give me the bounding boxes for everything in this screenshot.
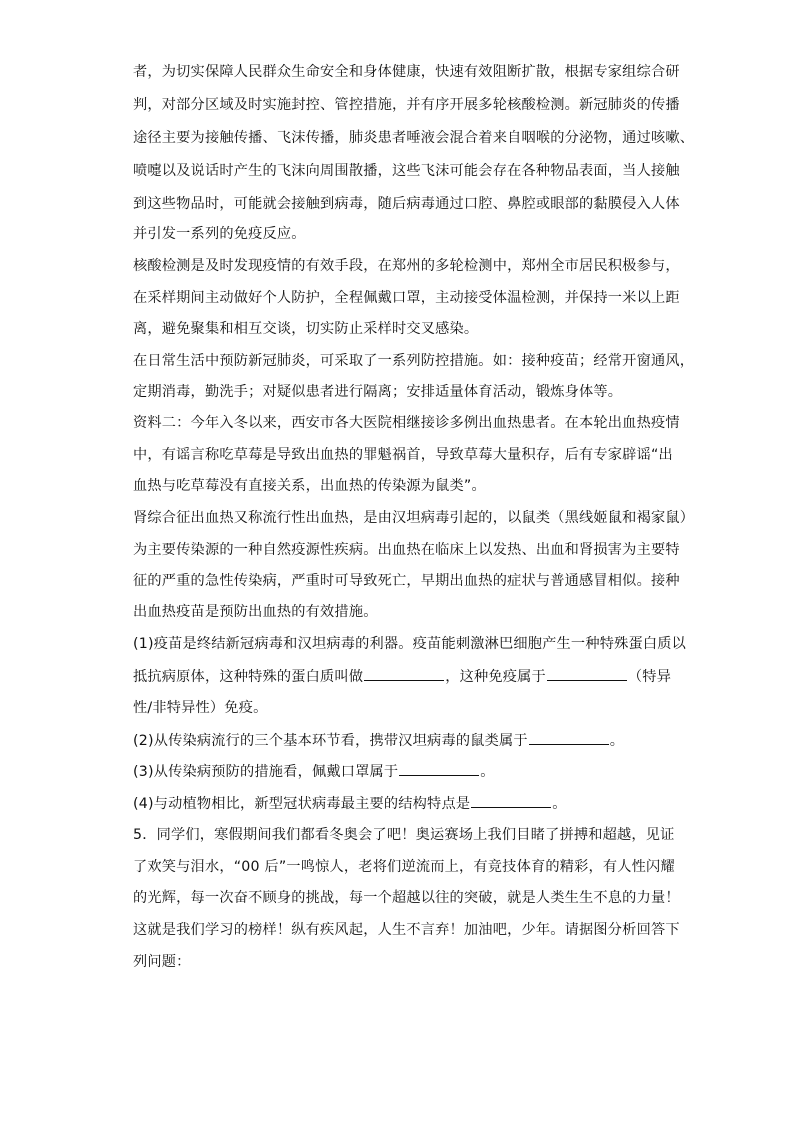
question-1-text-a: 抵抗病原体，这种特殊的蛋白质叫做 [133, 669, 364, 685]
text-line: 判，对部分区域及时实施封控、管控措施，并有序开展多轮核酸检测。新冠肺炎的传播 [133, 97, 680, 113]
text-line: 并引发一系列的免疫反应。 [133, 226, 306, 242]
text-line: 征的严重的急性传染病，严重时可导致死亡，早期出血热的症状与普通感冒相似。接种 [133, 573, 680, 589]
text-line: 定期消毒，勤洗手；对疑似患者进行隔离；安排适量体育活动，锻炼身体等。 [133, 384, 623, 400]
text-line: 出血热疫苗是预防出血热的有效措施。 [133, 604, 378, 620]
answer-blank[interactable] [471, 793, 551, 808]
question-1-stem: (1)疫苗是终结新冠病毒和汉坦病毒的利器。疫苗能刺激淋巴细胞产生一种特殊蛋白质以 [133, 636, 687, 652]
answer-blank[interactable] [547, 666, 627, 681]
question-3 [133, 761, 495, 782]
problem-5-line: 5．同学们，寒假期间我们都看冬奥会了吧！奥运赛场上我们目睹了拼搏和超越，见证 [133, 827, 675, 843]
text-line: 肾综合征出血热又称流行性出血热，是由汉坦病毒引起的，以鼠类（黑线姬鼠和褐家鼠） [133, 510, 695, 526]
text-line: 资料二：今年入冬以来，西安市各大医院相继接诊多例出血热患者。在本轮出血热疫情 [133, 415, 680, 431]
question-3-text: (3)从传染病预防的措施看，佩戴口罩属于 [133, 764, 399, 780]
question-1-line: 性/非特异性）免疫。 [133, 700, 268, 716]
problem-5-line: 了欢笑与泪水，“00 后”一鸣惊人，老将们逆流而上，有竞技体育的精彩，有人性闪耀 [133, 859, 675, 875]
question-4-end: 。 [552, 796, 567, 812]
text-line: 为主要传染源的一种自然疫源性疾病。出血热在临床上以发热、出血和肾损害为主要特 [133, 542, 680, 558]
problem-5-line: 的光辉，每一次奋不顾身的挑战，每一个超越以往的突破，就是人类生生不息的力量！ [133, 890, 680, 906]
question-3-end: 。 [480, 764, 495, 780]
text-line: 到这些物品时，可能就会接触到病毒，随后病毒通过口腔、鼻腔或眼部的黏膜侵入人体 [133, 196, 680, 212]
question-2-text: (2)从传染病流行的三个基本环节看，携带汉坦病毒的鼠类属于 [133, 733, 528, 749]
text-line: 途径主要为接触传播、飞沫传播，肺炎患者唾液会混合着来自咽喉的分泌物，通过咳嗽、 [133, 130, 695, 146]
problem-5-line: 列问题： [133, 954, 191, 970]
question-1-line [133, 666, 671, 687]
text-line: 中，有谣言称吃草莓是导致出血热的罪魁祸首，导致草莓大量积存，后有专家辟谣“出 [133, 447, 673, 463]
text-line: 者，为切实保障人民群众生命安全和身体健康，快速有效阻断扩散，根据专家组综合研 [133, 64, 680, 80]
question-4-text: (4)与动植物相比，新型冠状病毒最主要的结构特点是 [133, 796, 471, 812]
text-line: 喷嚏以及说话时产生的飞沫向周围散播，这些飞沫可能会存在各种物品表面，当人接触 [133, 163, 680, 179]
text-line: 血热与吃草莓没有直接关系，出血热的传染源为鼠类”。 [133, 478, 486, 494]
question-1-text-b: ，这种免疫属于 [445, 669, 546, 685]
text-line: 在日常生活中预防新冠肺炎，可采取了一系列防控措施。如：接种疫苗；经常开窗通风， [133, 353, 695, 369]
answer-blank[interactable] [364, 666, 444, 681]
text-line: 在采样期间主动做好个人防护，全程佩戴口罩，主动接受体温检测，并保持一米以上距 [133, 290, 680, 306]
question-1-text-c: （特异 [627, 669, 672, 685]
answer-blank[interactable] [529, 730, 609, 745]
question-2 [133, 730, 624, 751]
answer-blank[interactable] [399, 761, 479, 776]
text-line: 离，避免聚集和相互交谈，切实防止采样时交叉感染。 [133, 321, 479, 337]
text-line: 核酸检测是及时发现疫情的有效手段，在郑州的多轮检测中，郑州全市居民积极参与， [133, 258, 680, 274]
problem-5-line: 这就是我们学习的榜样！纵有疾风起，人生不言弃！加油吧，少年。请据图分析回答下 [133, 922, 680, 938]
question-4 [133, 793, 567, 814]
question-2-end: 。 [609, 733, 625, 749]
